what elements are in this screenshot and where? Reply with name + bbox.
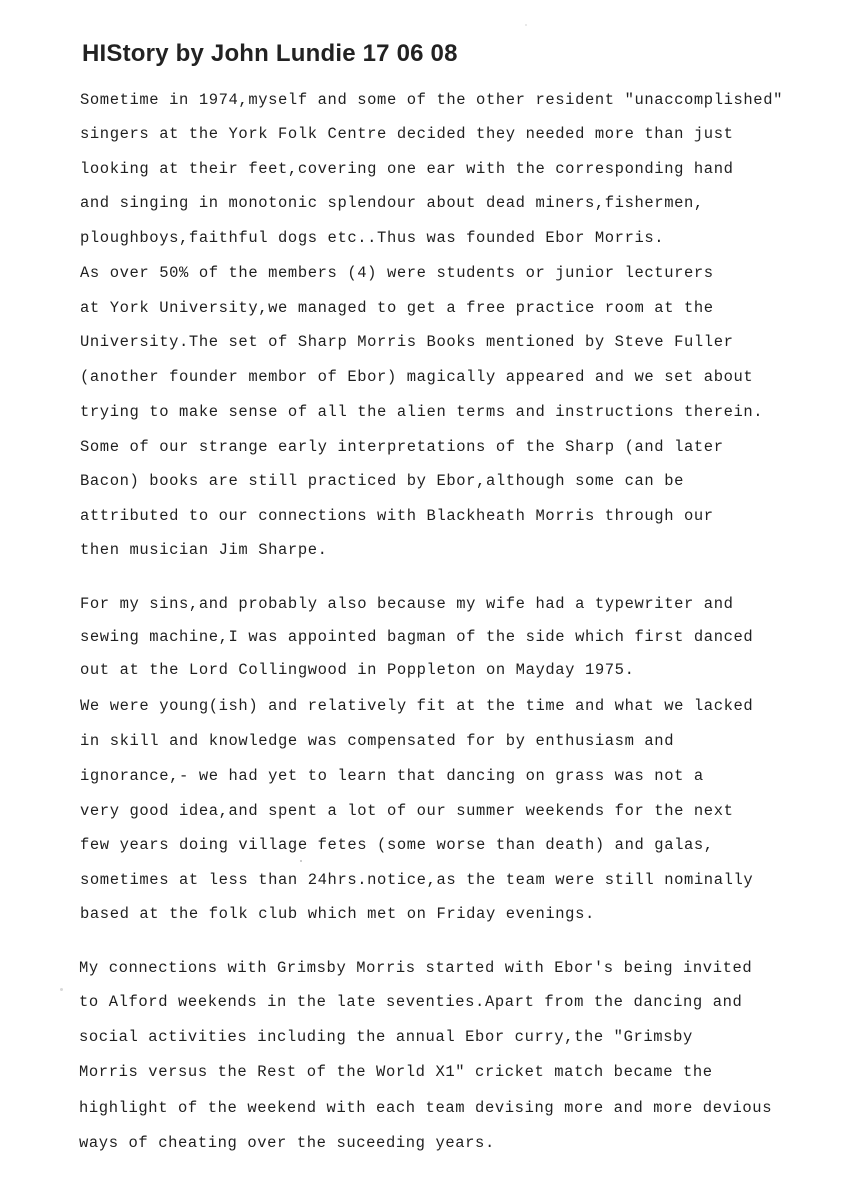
text-line: based at the folk club which met on Friday evenings.	[80, 905, 595, 923]
document-title: HIStory by John Lundie 17 06 08	[82, 40, 458, 67]
text-line: trying to make sense of all the alien terms and instructions therein.	[80, 403, 764, 421]
text-line: We were young(ish) and relatively fit at the time and what we lacked	[80, 697, 754, 715]
text-line: at York University,we managed to get a free practice room at the	[80, 299, 714, 317]
scan-speck	[60, 988, 63, 991]
text-line: few years doing village fetes (some worse than death) and galas,	[80, 836, 714, 854]
text-line: then musician Jim Sharpe.	[80, 541, 328, 559]
text-line: Sometime in 1974,myself and some of the other resident "unaccomplished"	[80, 91, 784, 109]
text-line: out at the Lord Collingwood in Poppleton on Mayday 1975.	[80, 661, 635, 679]
text-line: My connections with Grimsby Morris started with Ebor's being invited	[79, 959, 753, 977]
text-line: sometimes at less than 24hrs.notice,as the team were still nominally	[80, 871, 754, 889]
text-line: attributed to our connections with Blackheath Morris through our	[80, 507, 714, 525]
text-line: Some of our strange early interpretations of the Sharp (and later	[80, 438, 724, 456]
text-line: highlight of the weekend with each team devising more and more devious	[79, 1099, 773, 1117]
scan-speck	[525, 24, 527, 26]
text-line: to Alford weekends in the late seventies.Apart from the dancing and	[79, 993, 743, 1011]
text-line: ways of cheating over the suceeding years.	[79, 1134, 495, 1152]
text-line: sewing machine,I was appointed bagman of the side which first danced	[80, 628, 754, 646]
text-line: social activities including the annual Ebor curry,the "Grimsby	[79, 1028, 693, 1046]
text-line: ignorance,- we had yet to learn that dancing on grass was not a	[80, 767, 704, 785]
text-line: ploughboys,faithful dogs etc..Thus was founded Ebor Morris.	[80, 229, 665, 247]
text-line: very good idea,and spent a lot of our summer weekends for the next	[80, 802, 734, 820]
text-line: Morris versus the Rest of the World X1" cricket match became the	[79, 1063, 713, 1081]
text-line: and singing in monotonic splendour about dead miners,fishermen,	[80, 194, 704, 212]
text-line: For my sins,and probably also because my wife had a typewriter and	[80, 595, 734, 613]
text-line: (another founder membor of Ebor) magically appeared and we set about	[80, 368, 754, 386]
text-line: Bacon) books are still practiced by Ebor,although some can be	[80, 472, 684, 490]
text-line: singers at the York Folk Centre decided they needed more than just	[80, 125, 734, 143]
text-line: As over 50% of the members (4) were students or junior lecturers	[80, 264, 714, 282]
text-line: University.The set of Sharp Morris Books mentioned by Steve Fuller	[80, 333, 734, 351]
text-line: looking at their feet,covering one ear with the corresponding hand	[80, 160, 734, 178]
text-line: in skill and knowledge was compensated for by enthusiasm and	[80, 732, 675, 750]
scan-speck	[300, 860, 302, 862]
